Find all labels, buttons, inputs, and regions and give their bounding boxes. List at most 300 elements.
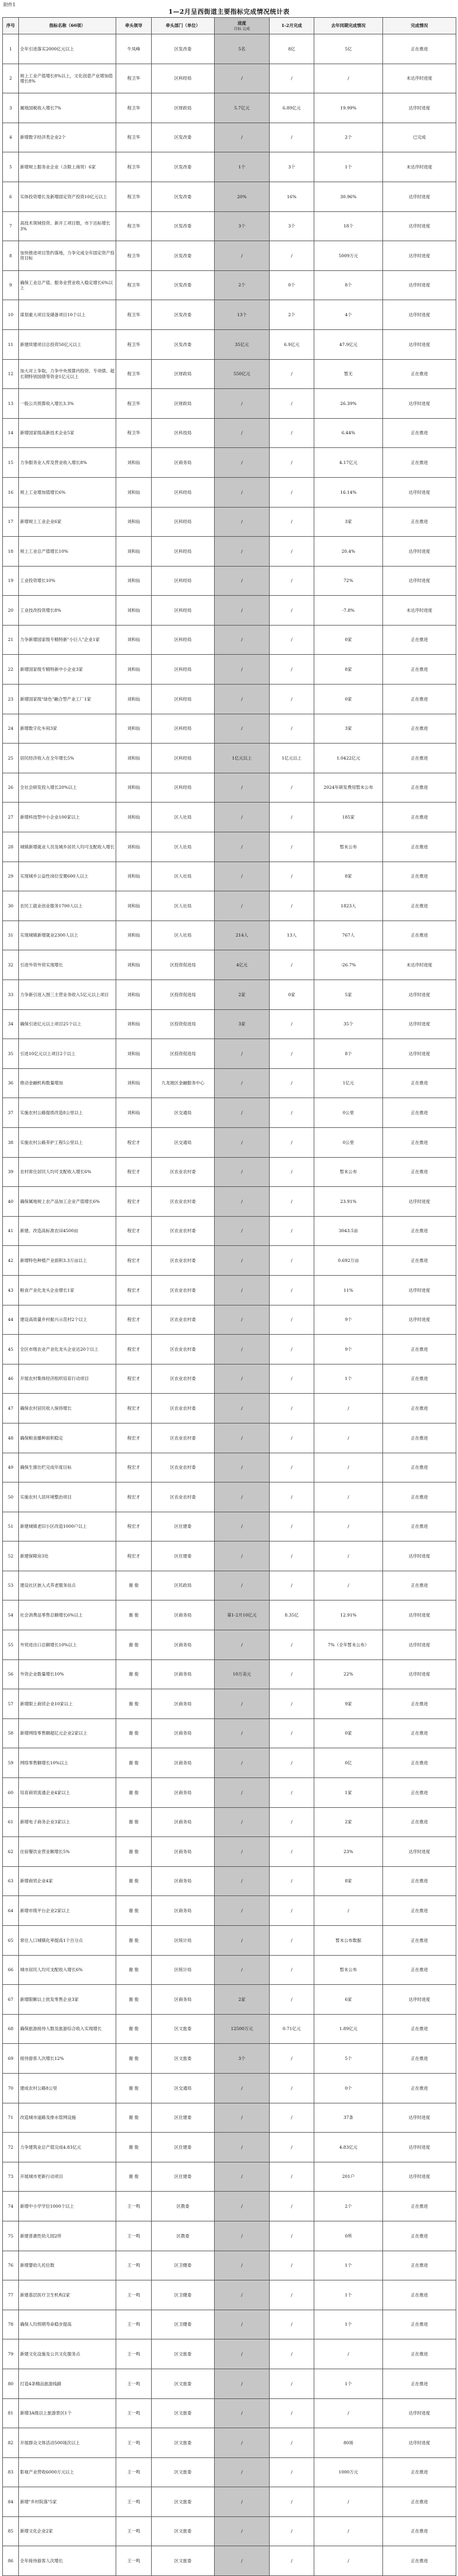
current-cell: / <box>270 832 314 862</box>
row-number: 9 <box>3 270 19 300</box>
status-cell: 正在推进 <box>383 1571 456 1600</box>
header-progress-label: 进度 <box>238 21 246 26</box>
lead-cell: 程卫华 <box>116 241 152 271</box>
previous-cell: 1个 <box>314 2369 383 2398</box>
task-cell: 实现城镇新增就业2300人以上 <box>19 921 116 950</box>
lead-cell: 刘和仙 <box>116 980 152 1010</box>
status-cell: 达序时进度 <box>383 2398 456 2428</box>
current-cell: 0.71亿元 <box>270 2014 314 2044</box>
lead-cell: 刘和仙 <box>116 744 152 773</box>
progress-cell: 2个 <box>215 270 270 300</box>
current-cell: / <box>270 477 314 507</box>
table-body <box>3 34 456 2576</box>
previous-cell: 30.96% <box>314 182 383 211</box>
previous-cell: 8家 <box>314 862 383 891</box>
row-number: 8 <box>3 241 19 271</box>
status-cell: 达序时进度 <box>383 2428 456 2458</box>
table-row <box>3 1718 456 1748</box>
lead-cell: 刘和仙 <box>116 803 152 832</box>
previous-cell: -26.7% <box>314 950 383 980</box>
progress-cell: / <box>215 1364 270 1394</box>
previous-cell: 23.91% <box>314 1187 383 1217</box>
status-cell: 正在推进 <box>383 1127 456 1157</box>
previous-cell: 6家 <box>314 1985 383 2015</box>
current-cell: / <box>270 389 314 419</box>
status-cell: 正在推进 <box>383 1482 456 1512</box>
task-cell: 开展农村集体经济组织培育行动项目 <box>19 1364 116 1394</box>
status-cell: 达序时进度 <box>383 537 456 567</box>
task-cell: 影视产业营收6000万元以上 <box>19 2457 116 2487</box>
unit-cell: 区文旅委 <box>152 2398 215 2428</box>
unit-cell: 区文旅委 <box>152 2428 215 2458</box>
task-cell: 开展城市更新行动项目 <box>19 2162 116 2192</box>
table-row <box>3 1512 456 1541</box>
task-cell: 新增网络零售额超亿元企业2家以上 <box>19 1718 116 1748</box>
previous-cell: / <box>314 2398 383 2428</box>
table-row <box>3 1453 456 1482</box>
unit-cell: 区商务局 <box>152 1837 215 1867</box>
previous-cell: 暂无 <box>314 359 383 389</box>
task-cell: 建设高质量乡村振兴示范村2个以上 <box>19 1305 116 1335</box>
previous-cell: 5个 <box>314 2044 383 2074</box>
task-cell: 新建基层医疗卫生机构2家 <box>19 2280 116 2310</box>
table-row <box>3 1600 456 1630</box>
status-cell: 达序时进度 <box>383 980 456 1010</box>
unit-cell: 区商务局 <box>152 1600 215 1630</box>
unit-cell: 区投资促进局 <box>152 1039 215 1069</box>
table-row <box>3 862 456 891</box>
task-cell: 确保属地规上农产品加工企业产值增长6% <box>19 1187 116 1217</box>
lead-cell: 程卫华 <box>116 300 152 330</box>
current-cell: / <box>270 2516 314 2546</box>
unit-cell: 区农业农村委 <box>152 1335 215 1364</box>
current-cell: / <box>270 714 314 744</box>
progress-cell: / <box>215 2398 270 2428</box>
unit-cell: 区卫健委 <box>152 2280 215 2310</box>
progress-cell: 12500万元 <box>215 2014 270 2044</box>
task-cell: 建设社区嵌入式养老服务站点 <box>19 1571 116 1600</box>
lead-cell: 王一鸣 <box>116 2428 152 2458</box>
progress-cell: / <box>215 803 270 832</box>
status-cell: 正在推进 <box>383 1778 456 1808</box>
table-row <box>3 2546 456 2576</box>
task-cell: 新增中小学学位1000个以上 <box>19 2192 116 2221</box>
row-number: 72 <box>3 2133 19 2162</box>
unit-cell: 区人社局 <box>152 862 215 891</box>
unit-cell: 区发改委 <box>152 270 215 300</box>
lead-cell: 刘和仙 <box>116 655 152 685</box>
current-cell: / <box>270 2339 314 2369</box>
row-number: 85 <box>3 2516 19 2546</box>
previous-cell: 767人 <box>314 921 383 950</box>
lead-cell: 程卫华 <box>116 418 152 448</box>
row-number: 52 <box>3 1541 19 1571</box>
unit-cell: 区科经局 <box>152 477 215 507</box>
previous-cell: 5家 <box>314 980 383 1010</box>
progress-cell: / <box>215 1039 270 1069</box>
progress-cell: / <box>215 1837 270 1867</box>
lead-cell: 刘和仙 <box>116 1039 152 1069</box>
current-cell: / <box>270 1335 314 1364</box>
task-cell: 新增国家级高新技术企业5家 <box>19 418 116 448</box>
previous-cell: / <box>314 1512 383 1541</box>
lead-cell: 程宏才 <box>116 1335 152 1364</box>
previous-cell: 1个 <box>314 2251 383 2280</box>
previous-cell: 2个 <box>314 123 383 152</box>
progress-cell: / <box>215 1482 270 1512</box>
task-cell: 常住人口城镇化率提高1个百分点 <box>19 1926 116 1956</box>
progress-cell: / <box>215 1689 270 1719</box>
previous-cell: 4个 <box>314 300 383 330</box>
previous-cell: 80场 <box>314 2428 383 2458</box>
progress-cell: 3个 <box>215 211 270 241</box>
task-cell: 实施农村公路提质改造8公里以上 <box>19 1098 116 1128</box>
previous-cell: 23% <box>314 1837 383 1867</box>
unit-cell: 区统计局 <box>152 1955 215 1985</box>
task-cell: 社会消费品零售总额增长6%以上 <box>19 1600 116 1630</box>
row-number: 17 <box>3 507 19 537</box>
row-number: 40 <box>3 1187 19 1217</box>
progress-cell: 2家 <box>215 1985 270 2015</box>
header-row <box>3 18 456 34</box>
current-cell: / <box>270 1482 314 1512</box>
progress-cell: / <box>215 832 270 862</box>
previous-cell: 5亿 <box>314 34 383 64</box>
table-row <box>3 93 456 123</box>
lead-cell: 王一鸣 <box>116 2280 152 2310</box>
current-cell: 1亿元以上 <box>270 744 314 773</box>
status-cell: 正在推进 <box>383 744 456 773</box>
progress-cell: 10万美元 <box>215 1659 270 1689</box>
previous-cell: 暂未公布 <box>314 1157 383 1187</box>
table-row <box>3 1068 456 1098</box>
current-cell: / <box>270 2487 314 2517</box>
task-cell: 接待游客人次增长12% <box>19 2044 116 2074</box>
progress-cell: / <box>215 2339 270 2369</box>
status-cell: 达序时进度 <box>383 1305 456 1335</box>
unit-cell: 区农业农村委 <box>152 1246 215 1276</box>
status-cell: 正在推进 <box>383 507 456 537</box>
unit-cell: 区商务局 <box>152 1689 215 1719</box>
current-cell: / <box>270 685 314 714</box>
row-number: 32 <box>3 950 19 980</box>
row-number: 55 <box>3 1630 19 1660</box>
status-cell: 达序时进度 <box>383 1630 456 1660</box>
row-number: 23 <box>3 685 19 714</box>
current-cell: / <box>270 2457 314 2487</box>
status-cell: 正在推进 <box>383 1423 456 1453</box>
unit-cell: 区发改委 <box>152 34 215 64</box>
progress-cell: / <box>215 2369 270 2398</box>
task-cell: 一般公共预算收入增长3.3% <box>19 389 116 419</box>
task-cell: 新建续建项目总投资50亿元以上 <box>19 329 116 359</box>
task-cell: 确保工业总产值、服务业营业收入稳定增长6%以上 <box>19 270 116 300</box>
progress-cell: / <box>215 2428 270 2458</box>
task-cell: 引进外资外贸实现增长 <box>19 950 116 980</box>
status-cell: 正在推进 <box>383 1098 456 1128</box>
table-row <box>3 655 456 685</box>
current-cell: / <box>270 1098 314 1128</box>
table-row <box>3 1335 456 1364</box>
progress-cell: / <box>215 596 270 626</box>
lead-cell: 谢 俊 <box>116 1807 152 1837</box>
status-cell: 正在推进 <box>383 1926 456 1956</box>
status-cell: 已完成 <box>383 123 456 152</box>
status-cell: 正在推进 <box>383 34 456 64</box>
previous-cell: 35个 <box>314 1009 383 1039</box>
status-cell: 正在推进 <box>383 1246 456 1276</box>
unit-cell: 区商务局 <box>152 1807 215 1837</box>
previous-cell: 1亿元 <box>314 1068 383 1098</box>
status-cell: 达序时进度 <box>383 1985 456 2015</box>
row-number: 71 <box>3 2103 19 2133</box>
progress-cell: / <box>215 418 270 448</box>
current-cell: 0家 <box>270 980 314 1010</box>
task-cell: 新增规上服务业企业（含限上商贸）6家 <box>19 152 116 182</box>
task-cell: 全年引进落实2000亿元以上 <box>19 34 116 64</box>
current-cell: 8亿 <box>270 34 314 64</box>
row-number: 56 <box>3 1659 19 1689</box>
status-cell: 未达序时进度 <box>383 950 456 980</box>
status-cell: 正在推进 <box>383 1394 456 1423</box>
progress-cell: / <box>215 1216 270 1246</box>
progress-cell: / <box>215 566 270 596</box>
current-cell: / <box>270 773 314 803</box>
previous-cell: 1个 <box>314 2310 383 2339</box>
status-cell: 正在推进 <box>383 359 456 389</box>
table-row <box>3 389 456 419</box>
current-cell: / <box>270 537 314 567</box>
lead-cell: 谢 俊 <box>116 1985 152 2015</box>
status-cell: 正在推进 <box>383 2457 456 2487</box>
task-cell: 新建城镇老旧小区改造1000户以上 <box>19 1512 116 1541</box>
table-row <box>3 1039 456 1069</box>
task-cell: 全区市级农业产业化龙头企业达20个以上 <box>19 1335 116 1364</box>
progress-cell: / <box>215 1807 270 1837</box>
previous-cell: 20.4% <box>314 537 383 567</box>
table-row <box>3 477 456 507</box>
table-row <box>3 2457 456 2487</box>
status-cell: 正在推进 <box>383 2339 456 2369</box>
previous-cell: / <box>314 1453 383 1482</box>
unit-cell: 区科经局 <box>152 625 215 655</box>
current-cell: / <box>270 1837 314 1867</box>
unit-cell: 区农业农村委 <box>152 1394 215 1423</box>
row-number: 25 <box>3 744 19 773</box>
status-cell: 正在推进 <box>383 1955 456 1985</box>
table-row <box>3 1866 456 1896</box>
progress-cell: 5.7亿元 <box>215 93 270 123</box>
status-cell: 达序时进度 <box>383 93 456 123</box>
table-row <box>3 921 456 950</box>
table-row <box>3 241 456 271</box>
status-cell: 达序时进度 <box>383 1187 456 1217</box>
row-number: 35 <box>3 1039 19 1069</box>
task-cell: 新增文化企业2家 <box>19 2516 116 2546</box>
current-cell: / <box>270 2546 314 2576</box>
current-cell: / <box>270 2192 314 2221</box>
lead-cell: 谢 俊 <box>116 1896 152 1926</box>
row-number: 69 <box>3 2044 19 2074</box>
lead-cell: 谢 俊 <box>116 1837 152 1867</box>
previous-cell: 4.17亿元 <box>314 448 383 478</box>
current-cell: / <box>270 1364 314 1394</box>
progress-cell: 13个 <box>215 300 270 330</box>
status-cell: 正在推进 <box>383 1453 456 1482</box>
table-row <box>3 1246 456 1276</box>
lead-cell: 谢 俊 <box>116 1571 152 1600</box>
unit-cell: 区投资促进局 <box>152 950 215 980</box>
lead-cell: 程宏才 <box>116 1246 152 1276</box>
progress-cell: 20% <box>215 182 270 211</box>
task-cell: 推动金融机构数量增加 <box>19 1068 116 1098</box>
unit-cell: 区发改委 <box>152 152 215 182</box>
table-row <box>3 1748 456 1778</box>
task-cell: 力争建筑业总产值完成4.83亿元 <box>19 2133 116 2162</box>
task-cell: 新增特色种植产业面积3.3万亩以上 <box>19 1246 116 1276</box>
unit-cell: 区商务局 <box>152 1718 215 1748</box>
unit-cell: 区住建委 <box>152 1512 215 1541</box>
progress-cell: / <box>215 891 270 921</box>
progress-cell: / <box>215 477 270 507</box>
table-row <box>3 596 456 626</box>
unit-cell: 区发改委 <box>152 123 215 152</box>
current-cell: / <box>270 1512 314 1541</box>
row-number: 50 <box>3 1482 19 1512</box>
task-cell: 实体投资增长及新增固定资产投资10亿元以上 <box>19 182 116 211</box>
current-cell: / <box>270 1394 314 1423</box>
task-cell: 住宿餐饮业营业额增长5% <box>19 1837 116 1867</box>
current-cell: / <box>270 1748 314 1778</box>
row-number: 1 <box>3 34 19 64</box>
row-number: 4 <box>3 123 19 152</box>
table-row <box>3 1364 456 1394</box>
lead-cell: 王一鸣 <box>116 2192 152 2221</box>
task-cell: 规上工业产值增长8%以上，文化创意产业增加值增长8% <box>19 64 116 93</box>
unit-cell: 区教委 <box>152 2192 215 2221</box>
status-cell: 正在推进 <box>383 2280 456 2310</box>
row-number: 38 <box>3 1127 19 1157</box>
status-cell: 达序时进度 <box>383 566 456 596</box>
status-cell: 正在推进 <box>383 448 456 478</box>
unit-cell: 区财政局 <box>152 359 215 389</box>
lead-cell: 程宏才 <box>116 1157 152 1187</box>
previous-cell: 1000万元 <box>314 2457 383 2487</box>
progress-cell: / <box>215 2103 270 2133</box>
progress-cell: / <box>215 1453 270 1482</box>
task-cell: 外资企业数量增长10% <box>19 1659 116 1689</box>
unit-cell: 区农业农村委 <box>152 1216 215 1246</box>
previous-cell: / <box>314 1423 383 1453</box>
unit-cell: 区人社局 <box>152 891 215 921</box>
progress-cell: / <box>215 2280 270 2310</box>
current-cell: / <box>270 1571 314 1600</box>
table-row <box>3 685 456 714</box>
lead-cell: 刘和仙 <box>116 685 152 714</box>
current-cell: / <box>270 2103 314 2133</box>
lead-cell: 谢 俊 <box>116 2133 152 2162</box>
previous-cell: 0亿 <box>314 1748 383 1778</box>
progress-cell: / <box>215 389 270 419</box>
task-cell: 外贸进出口总额增长10%以上 <box>19 1630 116 1660</box>
status-cell: 正在推进 <box>383 1896 456 1926</box>
table-row <box>3 2339 456 2369</box>
current-cell: / <box>270 1305 314 1335</box>
task-cell: 新增限上商贸企业10家以上 <box>19 1689 116 1719</box>
unit-cell: 区科经局 <box>152 655 215 685</box>
table-row <box>3 1659 456 1689</box>
previous-cell: 9个 <box>314 1305 383 1335</box>
previous-cell: / <box>314 2487 383 2517</box>
current-cell: / <box>270 1216 314 1246</box>
task-cell: 粮食产业化龙头企业增长1家 <box>19 1275 116 1305</box>
task-cell: 农民工就业创业服务1700人以上 <box>19 891 116 921</box>
lead-cell: 程卫华 <box>116 211 152 241</box>
task-cell: 力争服务业入库及营业收入增长8% <box>19 448 116 478</box>
lead-cell: 刘和仙 <box>116 477 152 507</box>
progress-cell: / <box>215 1866 270 1896</box>
task-cell: 确保旅游接待人数及旅游综合收入实现增长 <box>19 2014 116 2044</box>
table-row <box>3 625 456 655</box>
progress-cell: / <box>215 1748 270 1778</box>
unit-cell: 区教委 <box>152 2221 215 2251</box>
row-number: 62 <box>3 1837 19 1867</box>
unit-cell: 区科经局 <box>152 596 215 626</box>
row-number: 67 <box>3 1985 19 2015</box>
table-row <box>3 64 456 93</box>
progress-cell: / <box>215 2310 270 2339</box>
current-cell: / <box>270 1985 314 2015</box>
previous-cell: 12.91% <box>314 1600 383 1630</box>
task-cell: 居民经济收入在全年增长5% <box>19 744 116 773</box>
previous-cell: 22% <box>314 1659 383 1689</box>
status-cell: 正在推进 <box>383 2044 456 2074</box>
status-cell: 正在推进 <box>383 655 456 685</box>
current-cell: / <box>270 862 314 891</box>
previous-cell: 201户 <box>314 2162 383 2192</box>
table-row <box>3 2133 456 2162</box>
progress-cell: 5名 <box>215 34 270 64</box>
table-row <box>3 2073 456 2103</box>
current-cell: / <box>270 655 314 685</box>
row-number: 34 <box>3 1009 19 1039</box>
unit-cell: 区发改委 <box>152 241 215 271</box>
task-cell: 高技术领域投资、新开工项目数，市下达标增长3% <box>19 211 116 241</box>
row-number: 68 <box>3 2014 19 2044</box>
status-cell: 未达序时进度 <box>383 64 456 93</box>
lead-cell: 刘和仙 <box>116 862 152 891</box>
current-cell: / <box>270 1275 314 1305</box>
previous-cell: 11% <box>314 1275 383 1305</box>
table-row <box>3 2014 456 2044</box>
lead-cell: 王一鸣 <box>116 2487 152 2517</box>
unit-cell: 区投资促进局 <box>152 1009 215 1039</box>
table-row <box>3 1926 456 1956</box>
lead-cell: 王一鸣 <box>116 2546 152 2576</box>
lead-cell: 程宏才 <box>116 1364 152 1394</box>
unit-cell: 区民政局 <box>152 1571 215 1600</box>
task-cell: 新增数字化车间3家 <box>19 714 116 744</box>
lead-cell: 谢 俊 <box>116 1866 152 1896</box>
lead-cell: 谢 俊 <box>116 1600 152 1630</box>
status-cell: 达序时进度 <box>383 329 456 359</box>
task-cell: 加快推进项目签约落地，力争完成全年固定资产投资目标 <box>19 241 116 271</box>
task-cell: 新增"乡村院落"5家 <box>19 2487 116 2517</box>
table-row <box>3 2369 456 2398</box>
previous-cell: 0家 <box>314 1718 383 1748</box>
table-row <box>3 744 456 773</box>
status-cell: 正在推进 <box>383 2487 456 2517</box>
